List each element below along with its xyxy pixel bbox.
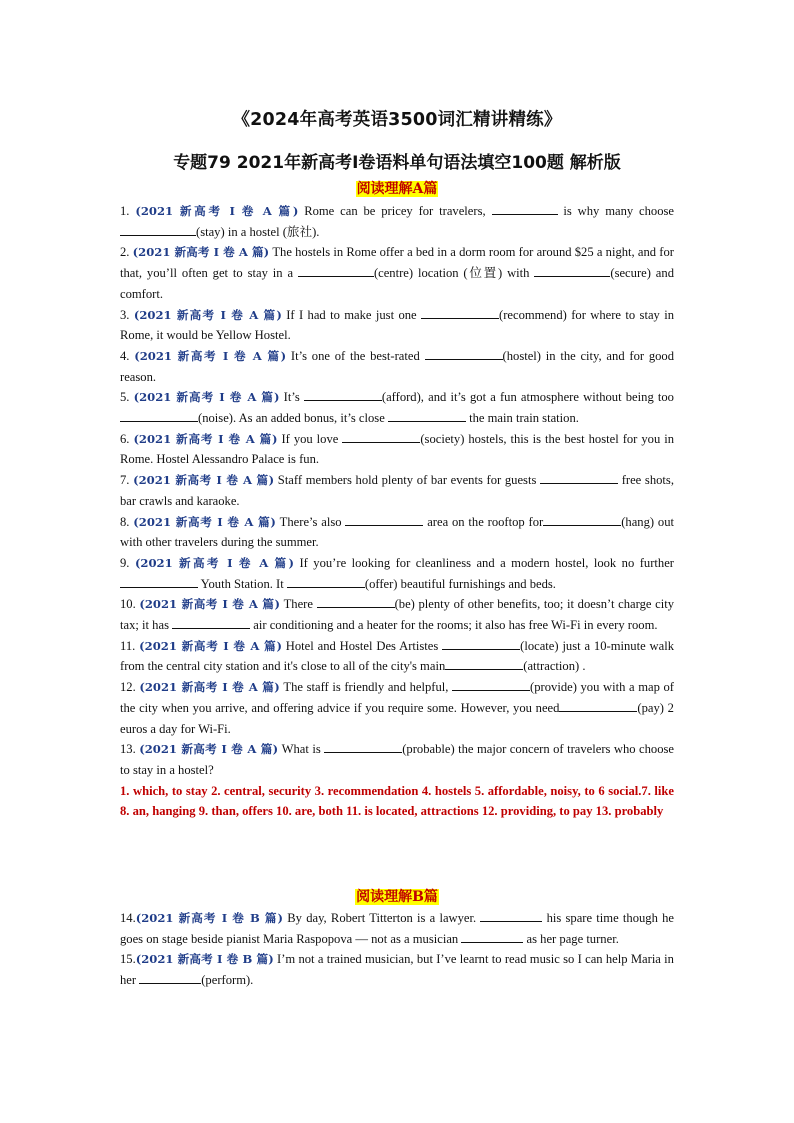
answer-blank [492, 202, 558, 215]
source-tag: (2021 新高考 I 卷 A 篇) [134, 555, 294, 570]
question-15: 15.(2021 新高考 I 卷 B 篇) I’m not a trained musician, but I’ve learnt to read music so I can help Maria in her (perform). [120, 952, 674, 988]
source-tag: (2021 新高考 I 卷 A 篇) [134, 348, 287, 363]
answer-blank [540, 471, 618, 484]
answer-blank [172, 616, 250, 629]
answer-blank [342, 430, 420, 443]
answer-blank [559, 699, 637, 712]
source-tag: (2021 新高考 I 卷 A 篇) [139, 597, 280, 612]
source-tag: (2021 新高考 I 卷 A 篇) [139, 742, 279, 757]
answer-blank [480, 909, 542, 922]
document-title: 《2024年高考英语3500词汇精讲精练》 [232, 110, 562, 130]
question-10: 10. (2021 新高考 I 卷 A 篇) There (be) plenty of other benefits, too; it doesn’t charge city tax; it has air conditioning and a heater for the rooms; it also has free Wi-Fi in every room. [120, 597, 674, 633]
answer-blank [120, 575, 198, 588]
question-14: 14.(2021 新高考 I 卷 B 篇) By day, Robert Titterton is a lawyer. his spare time though he goes on stage beside pianist Maria Raspopova — not as a musician as her page turner. [120, 911, 674, 946]
question-3: 3. (2021 新高考 I 卷 A 篇) If I had to make just one (recommend) for where to stay in Rome, it would be Yellow Hostel. [120, 307, 674, 343]
document-subtitle: 专题79 2021年新高考I卷语料单句语法填空100题 解析版 [173, 153, 621, 173]
source-tag: (2021 新高考 I 卷 A 篇) [133, 473, 275, 488]
section-heading-a [0, 178, 794, 198]
section-b-questions [120, 908, 674, 991]
question-2: 2. (2021 新高考 I 卷 A 篇) The hostels in Rome offer a bed in a dorm room for around $25 a night, and for that, you’ll often get to stay in a (centre) location (位置) with (secure) and comfort. [120, 245, 674, 301]
answer-blank [287, 575, 365, 588]
question-9: 9. (2021 新高考 I 卷 A 篇) If you’re looking for cleanliness and a modern hostel, look no further Youth Station. It (offer) beautiful furnishings and beds. [120, 555, 675, 591]
question-4: 4. (2021 新高考 I 卷 A 篇) It’s one of the best-rated (hostel) in the city, and for good reason. [120, 348, 675, 384]
answer-blank [445, 657, 523, 670]
source-tag: (2021 新高考 I 卷 A 篇) [133, 390, 280, 405]
question-11: 11. (2021 新高考 I 卷 A 篇) Hotel and Hostel Des Artistes (locate) just a 10-minute walk from the central city station and it's close to all of the city's main (attraction) . [120, 638, 675, 674]
section-a-questions [120, 201, 674, 835]
answer-blank [120, 409, 198, 422]
answer-blank [345, 513, 423, 526]
answer-blank [425, 347, 503, 360]
question-1: 1. (2021 新高考 I 卷 A 篇) Rome can be pricey for travelers, is why many choose (stay) in a hostel (旅社). [120, 204, 675, 239]
question-8: 8. (2021 新高考 I 卷 A 篇) There’s also area on the rooftop for (hang) out with other travelers during the summer. [120, 514, 675, 550]
source-tag: (2021 新高考 I 卷 A 篇) [133, 431, 278, 446]
source-tag: (2021 新高考 I 卷 A 篇) [133, 514, 276, 529]
source-tag: (2021 新高考 I 卷 A 篇) [133, 307, 282, 322]
answer-blank [304, 388, 382, 401]
answer-blank [452, 678, 530, 691]
section-heading-a-label: 阅读理解A篇 [356, 181, 438, 197]
answer-blank [461, 930, 523, 943]
source-tag: (2021 新高考 I 卷 A 篇) [139, 680, 280, 695]
answer-blank [534, 264, 610, 277]
question-12: 12. (2021 新高考 I 卷 A 篇) The staff is friendly and helpful, (provide) you with a map of the city when you arrive, and offering advice if you require some. However, you need (pay) 2 euros a day for Wi-Fi. [120, 680, 674, 736]
answer-blank [421, 306, 499, 319]
question-5: 5. (2021 新高考 I 卷 A 篇) It’s (afford), and it’s got a fun atmosphere without being too (noise). As an added bonus, it’s close the main train station. [120, 390, 674, 426]
answer-blank [120, 223, 196, 236]
answer-blank [543, 513, 621, 526]
answer-blank [388, 409, 466, 422]
question-7: 7. (2021 新高考 I 卷 A 篇) Staff members hold plenty of bar events for guests free shots, bar crawls and karaoke. [120, 473, 674, 508]
question-6: 6. (2021 新高考 I 卷 A 篇) If you love (society) hostels, this is the best hostel for you in Rome. Hostel Alessandro Palace is fun. [120, 431, 675, 467]
answer-blank [139, 971, 201, 984]
source-tag: (2021 新高考 I 卷 A 篇) [135, 204, 299, 218]
answer-key-a: 1. which, to stay 2. central, security 3. recommendation 4. hostels 5. affordable, noisy, to 6 social.7. like 8. an, hanging 9. than, offers 10. are, both 11. is located, attractions 12. providing, to pay 13. probably [120, 783, 674, 819]
answer-blank [324, 740, 402, 753]
section-heading-b-label: 阅读理解B篇 [356, 889, 438, 905]
source-tag: (2021 新高考 I 卷 A 篇) [132, 245, 270, 260]
section-heading-b [0, 886, 794, 906]
question-13: 13. (2021 新高考 I 卷 A 篇) What is (probable) the major concern of travelers who choose to stay in a hostel? [120, 742, 675, 777]
source-tag: (2021 新高考 I 卷 A 篇) [139, 638, 282, 653]
answer-blank [298, 264, 374, 277]
source-tag: (2021 新高考 I 卷 B 篇) [135, 952, 274, 967]
answer-blank [442, 637, 520, 650]
answer-blank [317, 595, 395, 608]
source-tag: (2021 新高考 I 卷 B 篇) [135, 911, 284, 925]
